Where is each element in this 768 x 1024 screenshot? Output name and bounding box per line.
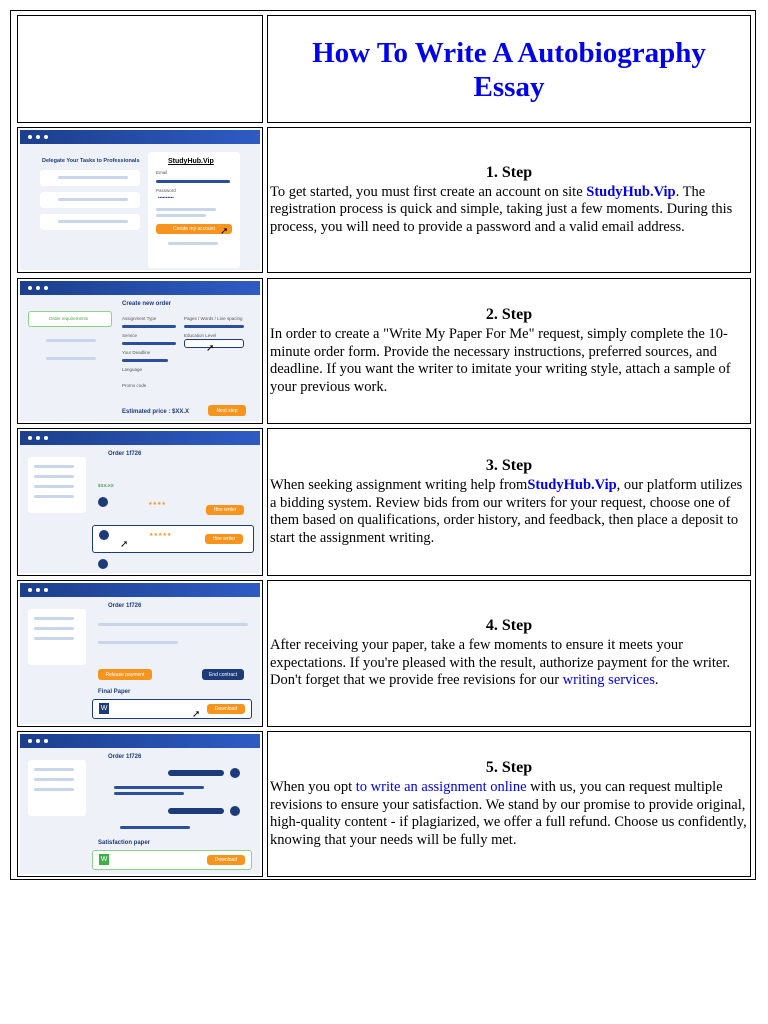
step-1-text-end: . The registration process is quick and simple, taking just a few moments. During this process, you will need to provide a password and a valid email address. <box>270 183 733 235</box>
order-number: Order 1f726 <box>108 603 142 609</box>
education-label: Education Level <box>184 333 217 338</box>
end-contract-button[interactable]: End contract <box>202 669 244 680</box>
sidebar-item-requirements[interactable] <box>28 311 112 327</box>
feature-card <box>40 214 140 230</box>
step-3-text-cell <box>267 428 751 576</box>
chat-message <box>114 786 204 789</box>
step-3-paragraph <box>268 477 750 547</box>
download-button[interactable]: Download <box>207 855 245 865</box>
pages-field[interactable] <box>184 325 244 328</box>
studyhub-link[interactable]: StudyHub.Vip <box>527 477 617 493</box>
create-account-button[interactable]: Create my account <box>156 224 232 234</box>
step-2-text-cell <box>267 278 751 424</box>
satisfaction-file <box>92 850 252 870</box>
assignment-type-label: Assignment Type <box>122 316 157 321</box>
step-4-heading: 4. Step <box>485 617 533 635</box>
order-form-screenshot <box>20 281 260 421</box>
estimated-price: Estimated price : $XX.X <box>122 409 190 415</box>
step-1-paragraph <box>268 184 750 237</box>
step-3-text-end: , our platform utilizes a bidding system. Review bids from our writers for your request, choose one of them based on qualifications, order history, and feedback, then place a deposit to start the assignment writing. <box>270 477 743 546</box>
studyhub-link[interactable]: StudyHub.Vip <box>586 183 676 200</box>
release-payment-button[interactable]: Release payment <box>98 669 152 680</box>
password-label: Password <box>156 188 176 193</box>
step-5-screenshot <box>17 731 263 877</box>
writer-avatar <box>98 559 108 569</box>
service-label: Service <box>122 333 138 338</box>
step-4-screenshot <box>17 580 263 727</box>
step-5-paragraph <box>268 779 750 849</box>
writer-avatar <box>98 497 108 507</box>
step-3-screenshot <box>17 428 263 576</box>
service-field[interactable] <box>122 342 176 345</box>
hire-writer-button[interactable]: Hire writer <box>206 505 244 515</box>
step-4-text-cell <box>267 580 751 727</box>
signup-form <box>148 152 240 268</box>
step-2-paragraph: In order to create a "Write My Paper For Me" request, simply complete the 10-minute order form. Provide the necessary instructions, preferred sources, and deadline. If you want the writer to imitate your writing style, attach a sample of your previous work. <box>270 326 731 395</box>
step-5-heading: 5. Step <box>485 759 533 776</box>
delegate-heading: Delegate Your Tasks to Professionals <box>42 158 140 164</box>
feature-card <box>40 170 140 186</box>
browser-bar <box>20 734 260 748</box>
price-tag: $XX.XX <box>98 483 114 488</box>
step-5-text-end: with us, you can request multiple revisions to ensure your satisfaction. We stand by our promise to provide original, high-quality content - if plagiarized, we offer a full refund. Choose us confidently, knowing that your needs will be fully met. <box>270 779 747 848</box>
password-field[interactable]: •••••••••• <box>158 195 174 200</box>
deadline-label: Your Deadline <box>122 350 151 355</box>
final-paper-screenshot <box>20 583 260 724</box>
revision-screenshot <box>20 734 260 874</box>
write-assignment-link[interactable]: to write an assignment online <box>355 779 527 795</box>
chat-message <box>114 792 184 795</box>
assignment-type-field[interactable] <box>122 325 176 328</box>
step-3-text: When seeking assignment writing help from <box>270 477 528 493</box>
email-label: Email <box>156 170 168 175</box>
user-avatar <box>230 806 240 816</box>
step-1-text: To get started, you must first create an account on site <box>270 183 587 200</box>
browser-bar <box>20 431 260 445</box>
sidebar-item-label: Order requirements <box>49 316 89 321</box>
sidebar-panel <box>28 760 86 816</box>
download-button[interactable]: Download <box>207 704 245 714</box>
final-paper-label: Final Paper <box>98 689 131 695</box>
cursor-icon: ➚ <box>192 709 201 720</box>
step-5-text-cell <box>267 731 751 877</box>
order-number: Order 1f726 <box>108 451 142 457</box>
feature-card <box>40 192 140 208</box>
rating-stars: ★★★★ <box>148 501 166 507</box>
promo-label: Promo code <box>122 383 147 388</box>
browser-bar <box>20 583 260 597</box>
satisfaction-label: Satisfaction paper <box>98 840 151 846</box>
language-label: Language <box>122 367 143 372</box>
signup-screenshot <box>20 130 260 270</box>
brand-logo: StudyHub.Vip <box>168 158 214 165</box>
next-step-button[interactable]: Next step <box>208 405 246 416</box>
chat-message <box>168 808 224 814</box>
page-title: How To Write A Autobiography Essay <box>312 37 706 103</box>
word-file-icon: W <box>100 856 108 863</box>
writing-services-link[interactable]: writing services <box>562 672 655 689</box>
chat-message <box>120 826 190 829</box>
step-1-text-cell <box>267 127 751 273</box>
cursor-icon: ➚ <box>206 343 215 354</box>
step-2-heading: 2. Step <box>485 306 533 323</box>
browser-bar <box>20 130 260 144</box>
final-paper-file <box>92 699 252 719</box>
pages-label: Pages / Words / Line spacing <box>184 316 243 321</box>
word-file-icon: W <box>100 705 108 712</box>
step-1-screenshot <box>17 127 263 273</box>
header-empty-cell <box>17 15 263 123</box>
cursor-icon: ➚ <box>120 539 129 550</box>
step-4-text: After receiving your paper, take a few moments to ensure it meets your expectations. If you're pleased with the result, authorize payment for the writer. Don't forget that we provide free revisions for our <box>270 637 731 689</box>
sidebar-panel <box>28 457 86 513</box>
email-field[interactable] <box>156 180 230 183</box>
deadline-field[interactable] <box>122 359 168 362</box>
document-table <box>10 10 756 880</box>
sidebar-panel <box>28 609 86 665</box>
step-4-text-end: . <box>654 672 659 689</box>
step-2-screenshot <box>17 278 263 424</box>
user-avatar <box>230 768 240 778</box>
step-4-paragraph <box>268 637 750 690</box>
chat-message <box>168 770 224 776</box>
bids-screenshot <box>20 431 260 573</box>
header-title-cell <box>267 15 751 123</box>
step-3-heading: 3. Step <box>485 457 533 474</box>
step-5-text: When you opt <box>270 779 356 795</box>
selected-bid[interactable]: ★★★★★ Hire writer <box>92 525 254 553</box>
step-1-heading: 1. Step <box>485 163 533 181</box>
hire-writer-button[interactable]: Hire writer <box>205 534 243 544</box>
create-order-heading: Create new order <box>122 301 172 307</box>
browser-bar <box>20 281 260 295</box>
cursor-icon: ➚ <box>220 226 229 237</box>
order-number: Order 1f726 <box>108 754 142 760</box>
